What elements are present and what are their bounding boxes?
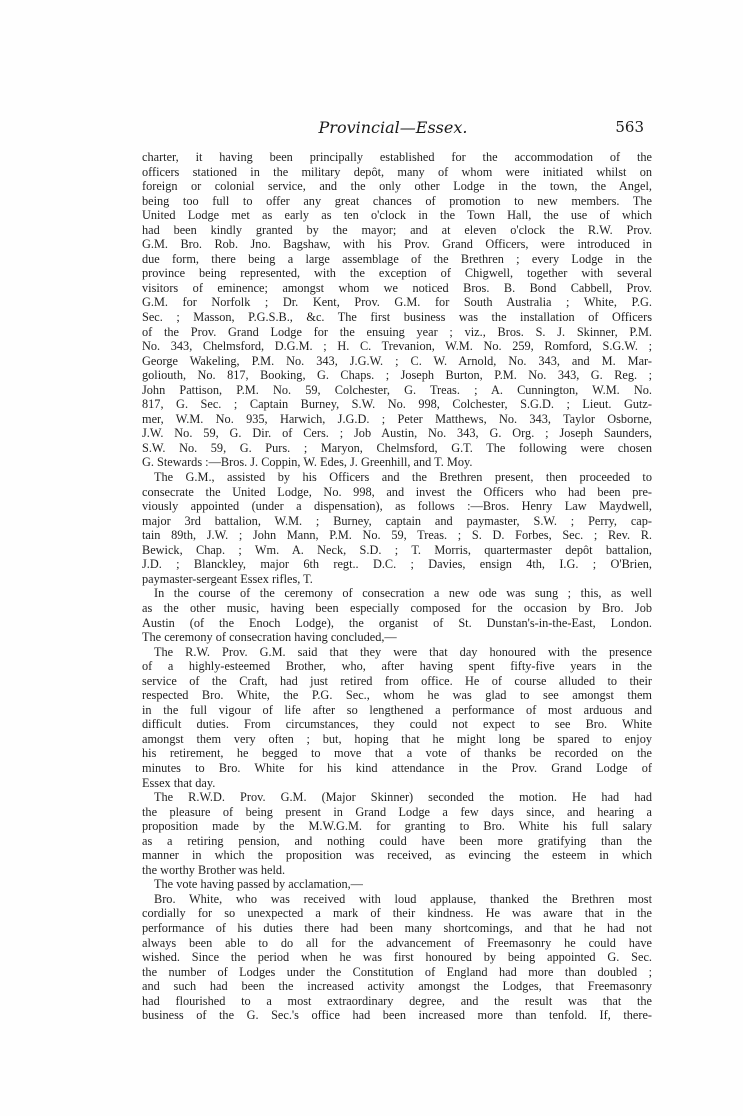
text-line: Bewick, Chap. ; Wm. A. Neck, S.D. ; T. Morris, quartermaster depôt battalion, (142, 542, 652, 557)
text-line: foreign or colonial service, and the only other Lodge in the town, the Angel, (142, 179, 652, 194)
text-line: of the Prov. Grand Lodge for the ensuing year ; viz., Bros. S. J. Skinner, P.M. (142, 324, 652, 339)
text-line: in the full vigour of life after so lengthened a performance of most arduous and (142, 702, 652, 717)
page-header (142, 118, 644, 142)
text-line: the number of Lodges under the Constitution of England had more than doubled ; (142, 964, 652, 979)
text-line: difficult duties. From circumstances, they could not expect to see Bro. White (142, 717, 652, 732)
text-line: United Lodge met as early as ten o'clock in the Town Hall, the use of which (142, 208, 652, 223)
article-body (142, 150, 652, 1023)
text-line: George Wakeling, P.M. No. 343, J.G.W. ; C. W. Arnold, No. 343, and M. Mar- (142, 353, 652, 368)
text-line: John Pattison, P.M. No. 59, Colchester, G. Treas. ; A. Cunnington, W.M. No. (142, 382, 652, 397)
text-line: mer, W.M. No. 935, Harwich, J.G.D. ; Peter Matthews, No. 343, Taylor Osborne, (142, 411, 652, 426)
text-line: Essex that day. (142, 775, 216, 790)
text-line: The R.W.D. Prov. G.M. (Major Skinner) seconded the motion. He had had (154, 790, 652, 805)
text-line: No. 343, Chelmsford, D.G.M. ; H. C. Trevanion, W.M. No. 259, Romford, S.G.W. ; (142, 339, 652, 354)
text-line: S.W. No. 59, G. Purs. ; Maryon, Chelmsford, G.T. The following were chosen (142, 440, 652, 455)
text-line: Austin (of the Enoch Lodge), the organist of St. Dunstan's-in-the-East, London. (142, 615, 652, 630)
text-line: due form, there being a large assemblage of the Brethren ; every Lodge in the (142, 251, 652, 266)
text-line: manner in which the proposition was received, as evincing the esteem in which (142, 848, 652, 863)
text-line: The G.M., assisted by his Officers and the Brethren present, then proceeded to (154, 470, 652, 485)
text-line: and such had been the increased activity amongst the Lodges, that Freemasonry (142, 979, 652, 994)
text-line: always been able to do all for the advancement of Freemasonry he could have (142, 935, 652, 950)
text-line: The ceremony of consecration having concluded,— (142, 630, 397, 645)
text-line: as the other music, having been especially composed for the occasion by Bro. Job (142, 600, 652, 615)
text-line: viously appointed (under a dispensation), as follows :—Bros. Henry Law Maydwell, (142, 499, 652, 514)
running-title: Provincial—Essex. (318, 118, 468, 137)
text-line: G. Stewards :—Bros. J. Coppin, W. Edes, J. Greenhill, and T. Moy. (142, 455, 473, 470)
text-line: performance of his duties there had been many shortcomings, and that he had not (142, 920, 652, 935)
text-line: had been kindly granted by the mayor; and at eleven o'clock the R.W. Prov. (142, 222, 652, 237)
text-line: In the course of the ceremony of consecration a new ode was sung ; this, as well (154, 586, 652, 601)
text-line: officers stationed in the military depôt, many of whom were initiated whilst on (142, 164, 652, 179)
text-line: consecrate the United Lodge, No. 998, and invest the Officers who had been pre- (142, 484, 652, 499)
text-line: cordially for so unexpected a mark of their kindness. He was aware that in the (142, 906, 652, 921)
text-line: charter, it having been principally established for the accommodation of the (142, 150, 652, 164)
text-line: being too full to offer any great chances of promotion to new members. The (142, 193, 652, 208)
text-line: The R.W. Prov. G.M. said that they were that day honoured with the presence (154, 644, 652, 659)
text-line: his retirement, he begged to move that a vote of thanks be recorded on the (142, 746, 652, 761)
text-line: province being represented, with the exception of Chigwell, together with several (142, 266, 652, 281)
text-line: The vote having passed by acclamation,— (154, 877, 363, 892)
text-line: Bro. White, who was received with loud applause, thanked the Brethren most (154, 891, 652, 906)
text-line: proposition made by the M.W.G.M. for granting to Bro. White his full salary (142, 819, 652, 834)
text-line: paymaster-sergeant Essex rifles, T. (142, 571, 313, 586)
text-line: as a retiring pension, and nothing could have been more gratifying than the (142, 833, 652, 848)
text-line: amongst them very often ; but, hoping that he might long be spared to enjoy (142, 731, 652, 746)
text-line: had flourished to a most extraordinary degree, and the result was that the (142, 993, 652, 1008)
text-line: 817, G. Sec. ; Captain Burney, S.W. No. 998, Colchester, S.G.D. ; Lieut. Gutz- (142, 397, 652, 412)
text-line: tain 89th, J.W. ; John Mann, P.M. No. 59, Treas. ; S. D. Forbes, Sec. ; Rev. R. (142, 528, 652, 543)
text-line: J.D. ; Blanckley, major 6th regt.. D.C. ; Davies, ensign 4th, I.G. ; O'Brien, (142, 557, 652, 572)
text-line: wished. Since the period when he was first honoured by being appointed G. Sec. (142, 950, 652, 965)
page-number: 563 (615, 118, 644, 136)
text-line: G.M. for Norfolk ; Dr. Kent, Prov. G.M. for South Australia ; White, P.G. (142, 295, 652, 310)
text-line: respected Bro. White, the P.G. Sec., whom he was glad to see amongst them (142, 688, 652, 703)
text-line: J.W. No. 59, G. Dir. of Cers. ; Job Austin, No. 343, G. Org. ; Joseph Saunders, (142, 426, 652, 441)
text-line: goliouth, No. 817, Booking, G. Chaps. ; Joseph Burton, P.M. No. 343, G. Reg. ; (142, 368, 652, 383)
text-line: of a highly-esteemed Brother, who, after having spent fifty-five years in the (142, 659, 652, 674)
text-line: the pleasure of being present in Grand Lodge a few days since, and hearing a (142, 804, 652, 819)
text-line: Sec. ; Masson, P.G.S.B., &c. The first business was the installation of Officers (142, 310, 652, 325)
text-line: visitors of eminence; amongst whom we noticed Bros. B. Bond Cabbell, Prov. (142, 280, 652, 295)
text-line: the worthy Brother was held. (142, 862, 286, 877)
text-line: service of the Craft, had just retired from office. He of course alluded to their (142, 673, 652, 688)
text-line: major 3rd battalion, W.M. ; Burney, captain and paymaster, S.W. ; Perry, cap- (142, 513, 652, 528)
text-line: business of the G. Sec.'s office had been increased more than tenfold. If, there- (142, 1008, 652, 1023)
text-line: G.M. Bro. Rob. Jno. Bagshaw, with his Prov. Grand Officers, were introduced in (142, 237, 652, 252)
text-line: minutes to Bro. White for his kind attendance in the Prov. Grand Lodge of (142, 760, 652, 775)
